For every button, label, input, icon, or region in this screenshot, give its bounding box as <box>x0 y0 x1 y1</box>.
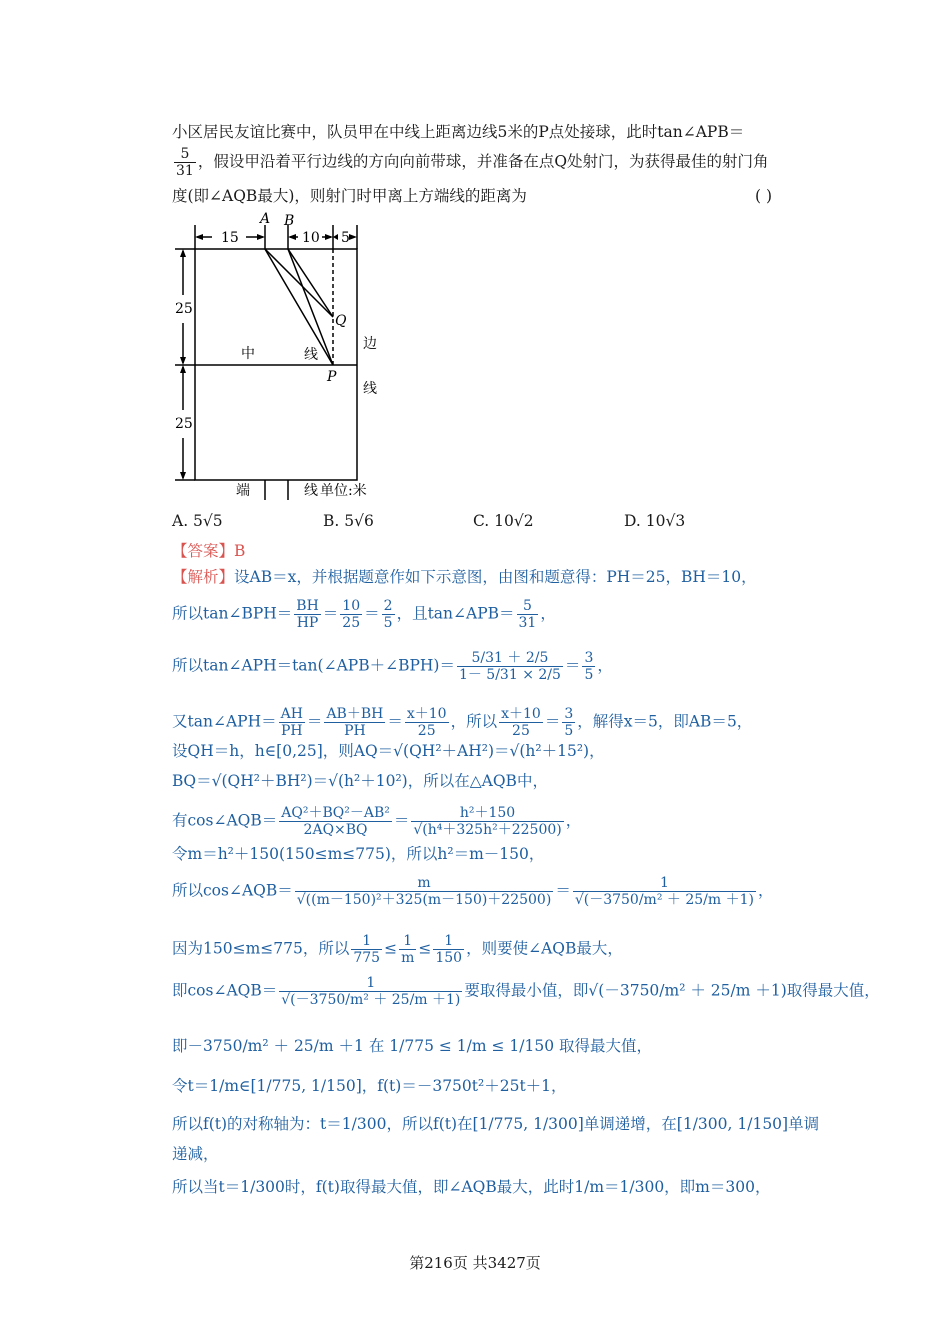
analysis-line-1: 【解析】设AB＝x，并根据题意作如下示意图，由图和题意得：PH＝25，BH＝10， <box>172 568 757 586</box>
analysis-line-4: 又tan∠APH＝ $\frac{AH}{PH}$ ＝ $\frac{AB+BH}{PH}$ ＝ $\frac{x+10}{25}$ ，所以 $\frac{x+10}{25}$ ＝ $\frac{3}{5}$ ，解得x＝5，即AB＝5， <box>172 706 753 739</box>
analysis-line-6: BQ＝√(QH²＋BH²)＝√(h²＋10²)，所以在△AQB中， <box>172 772 548 790</box>
question-line-1: 小区居民友谊比赛中，队员甲在中线上距离边线5米的P点处接球，此时tan∠APB＝ <box>172 123 745 141</box>
label-bian: 边 <box>363 336 377 352</box>
analysis-line-8: 令m＝h²＋150(150≤m≤775)，所以h²＝m－150， <box>172 845 545 863</box>
label-xian-side: 线 <box>363 381 377 397</box>
answer-tag: 【答案】 <box>172 542 235 560</box>
label-xian-mid: 线 <box>304 347 318 363</box>
dim-10: 10 <box>302 230 320 246</box>
question-line-3: 度(即∠AQB最大)，则射门时甲离上方端线的距离为 <box>172 187 527 205</box>
fraction-5-31: $\frac{5}{31}$ <box>176 146 194 179</box>
field-diagram <box>0 205 950 515</box>
label-P: P <box>327 369 337 385</box>
label-duan: 端 <box>236 483 250 499</box>
analysis-line-15: 递减， <box>172 1145 219 1163</box>
analysis-line-12: 即－3750/m² ＋ 25/m ＋1 在 1/775 ≤ 1/m ≤ 1/150 取得最大值， <box>172 1037 653 1055</box>
page-footer: 第216页 共3427页 <box>409 1254 541 1272</box>
dim-15: 15 <box>221 230 239 246</box>
label-xian-bottom: 线 <box>304 483 318 499</box>
answer-value: B <box>234 542 246 560</box>
analysis-line-9: 所以cos∠AQB＝ $\frac{m}{\text{√((m－150)²＋325(m－150)＋22500)}}$ ＝ $\frac{1}{\text{√(－3750/m² ＋ 25/m ＋1)}}$ ， <box>172 875 774 908</box>
analysis-line-13: 令t＝1/m∈[1/775, 1/150]，f(t)＝－3750t²＋25t＋1， <box>172 1077 567 1095</box>
dim-25-top: 25 <box>175 301 193 317</box>
label-B: B <box>284 213 295 229</box>
analysis-line-5: 设QH＝h，h∈[0,25]，则AQ＝√(QH²＋AH²)＝√(h²＋15²)， <box>172 742 605 760</box>
label-A: A <box>260 211 271 227</box>
option-a: A. 5√5 <box>172 512 223 530</box>
option-b: B. 5√6 <box>323 512 374 530</box>
label-zhong: 中 <box>241 346 255 362</box>
dim-5: 5 <box>341 230 350 246</box>
analysis-line-10: 因为150≤m≤775，所以 $\frac{1}{775}$ ≤ $\frac{1}{m}$ ≤ $\frac{1}{150}$ ，则要使∠AQB最大， <box>172 933 623 966</box>
analysis-line-14: 所以f(t)的对称轴为：t＝1/300，所以f(t)在[1/775, 1/300]单调递增，在[1/300, 1/150]单调 <box>172 1115 820 1133</box>
option-c: C. 10√2 <box>473 512 534 530</box>
dim-25-bottom: 25 <box>175 416 193 432</box>
question-line-2: $\frac{5}{31}$ ，假设甲沿着平行边线的方向向前带球，并准备在点Q处射门，为获得最佳的射门角 <box>176 146 769 179</box>
analysis-line-3: 所以tan∠APH＝tan(∠APB＋∠BPH)＝ $\frac{5/31 + 2/5}{1- 5/31 \times 2/5}$ ＝ $\frac{3}{5}$ ， <box>172 650 613 683</box>
answer-paren: ( ) <box>755 187 773 205</box>
analysis-tag: 【解析】 <box>172 568 235 586</box>
option-d: D. 10√3 <box>624 512 686 530</box>
analysis-line-16: 所以当t＝1/300时，f(t)取得最大值，即∠AQB最大，此时1/m＝1/300，即m＝300， <box>172 1178 771 1196</box>
analysis-line-11: 即cos∠AQB＝ $\frac{1}{\text{√(－3750/m² ＋ 25/m ＋1)}}$ 要取得最小值，即√(－3750/m² ＋ 25/m ＋1)取得最大值， <box>172 975 880 1008</box>
analysis-line-2: 所以tan∠BPH＝ $\frac{BH}{HP}$ ＝ $\frac{10}{25}$ ＝ $\frac{2}{5}$ ，且tan∠APB＝ $\frac{5}{31}$ ， <box>172 598 556 631</box>
unit-label: 单位:米 <box>320 483 367 499</box>
answer-line <box>172 540 245 562</box>
label-Q: Q <box>335 313 347 329</box>
analysis-line-7: 有cos∠AQB＝ $\frac{\text{AQ²＋BQ²－AB²}}{2AQ\times BQ}$ ＝ $\frac{\text{h²＋150}}{\text{√(h⁴＋325h²＋22500)}}$ ， <box>172 805 582 838</box>
